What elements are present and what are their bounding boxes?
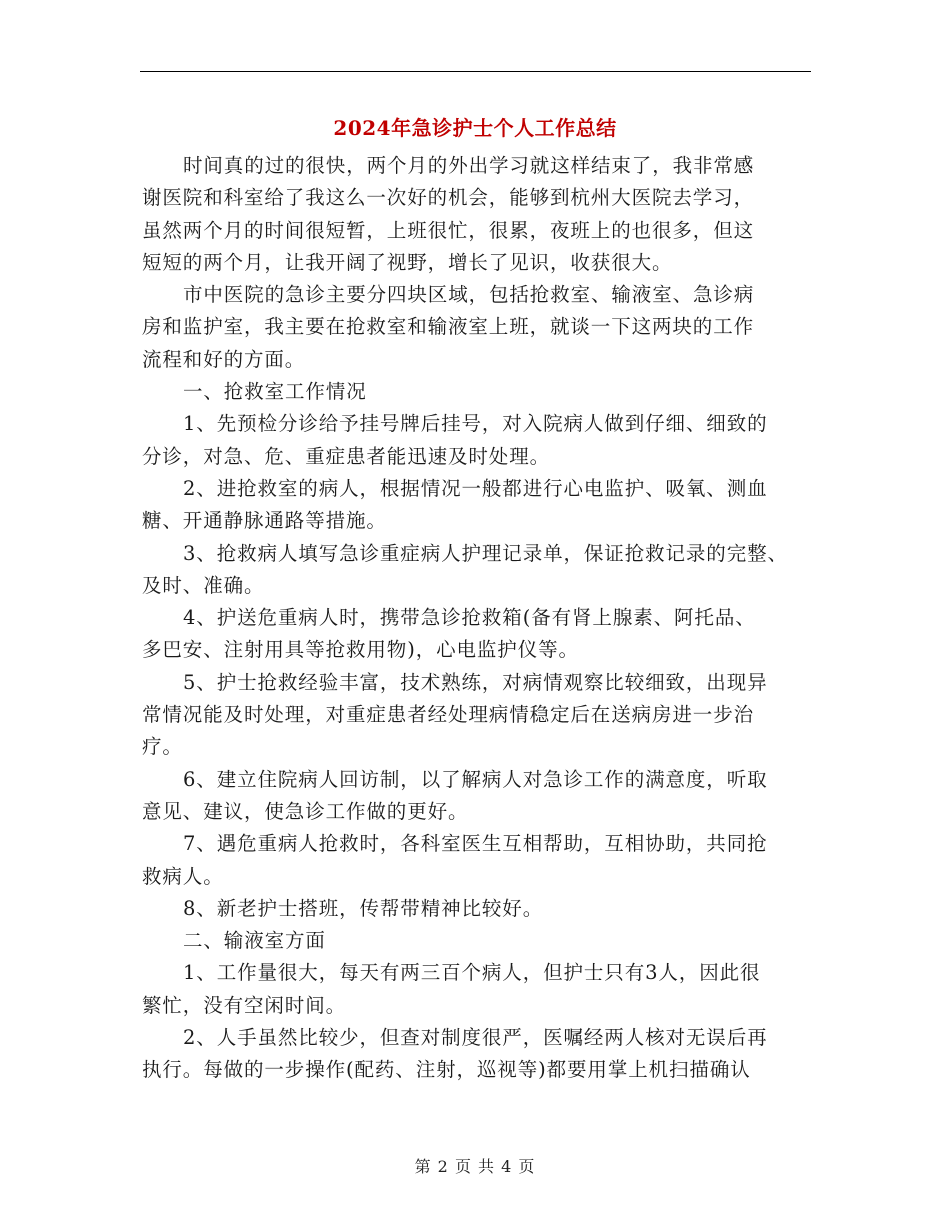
text-line: 一、抢救室工作情况 bbox=[183, 380, 367, 404]
text-line: 虽然两个月的时间很短暂，上班很忙，很累，夜班上的也很多，但这 bbox=[142, 218, 755, 242]
text-line: 3、抢救病人填写急诊重症病人护理记录单，保证抢救记录的完整、 bbox=[183, 541, 788, 565]
text-line: 分诊，对急、危、重症患者能迅速及时处理。 bbox=[142, 444, 551, 468]
text-line: 5、护士抢救经验丰富，技术熟练，对病情观察比较细致，出现异 bbox=[183, 670, 768, 694]
text-line: 6、建立住院病人回访制，以了解病人对急诊工作的满意度，听取 bbox=[183, 767, 768, 791]
text-line: 房和监护室，我主要在抢救室和输液室上班，就谈一下这两块的工作 bbox=[142, 315, 755, 339]
text-line: 2、进抢救室的病人，根据情况一般都进行心电监护、吸氧、测血 bbox=[183, 476, 768, 500]
text-line: 2、人手虽然比较少，但查对制度很严，医嘱经两人核对无误后再 bbox=[183, 1026, 768, 1050]
page-footer: 第 2 页 共 4 页 bbox=[414, 1157, 536, 1176]
text-line: 4、护送危重病人时，携带急诊抢救箱(备有肾上腺素、阿托品、 bbox=[183, 606, 756, 630]
text-line: 常情况能及时处理，对重症患者经处理病情稳定后在送病房进一步治 bbox=[142, 703, 755, 727]
text-line: 1、先预检分诊给予挂号牌后挂号，对入院病人做到仔细、细致的 bbox=[183, 412, 768, 436]
text-line: 及时、准确。 bbox=[142, 573, 265, 597]
text-line: 市中医院的急诊主要分四块区域，包括抢救室、输液室、急诊病 bbox=[183, 283, 755, 307]
text-line: 救病人。 bbox=[142, 864, 224, 888]
text-line: 短短的两个月，让我开阔了视野，增长了见识，收获很大。 bbox=[142, 250, 673, 274]
text-line: 流程和好的方面。 bbox=[142, 347, 306, 371]
text-line: 多巴安、注射用具等抢救用物)，心电监护仪等。 bbox=[142, 638, 579, 662]
header-rule bbox=[140, 71, 811, 72]
text-line: 疗。 bbox=[142, 735, 183, 759]
text-line: 执行。每做的一步操作(配药、注射，巡视等)都要用掌上机扫描确认 bbox=[142, 1058, 751, 1082]
text-line: 1、工作量很大，每天有两三百个病人，但护士只有3人，因此很 bbox=[183, 961, 761, 985]
text-line: 糖、开通静脉通路等措施。 bbox=[142, 509, 387, 533]
text-line: 二、输液室方面 bbox=[183, 929, 326, 953]
text-line: 谢医院和科室给了我这么一次好的机会，能够到杭州大医院去学习， bbox=[142, 186, 755, 210]
text-line: 7、遇危重病人抢救时，各科室医生互相帮助，互相协助，共同抢 bbox=[183, 832, 768, 856]
text-line: 8、新老护士搭班，传帮带精神比较好。 bbox=[183, 896, 544, 920]
text-line: 繁忙，没有空闲时间。 bbox=[142, 993, 347, 1017]
text-line: 时间真的过的很快，两个月的外出学习就这样结束了，我非常感 bbox=[183, 154, 755, 177]
text-line: 意见、建议，使急诊工作做的更好。 bbox=[142, 799, 469, 823]
document-body bbox=[142, 150, 810, 1087]
document-title: 2024年急诊护士个人工作总结 bbox=[333, 116, 617, 140]
